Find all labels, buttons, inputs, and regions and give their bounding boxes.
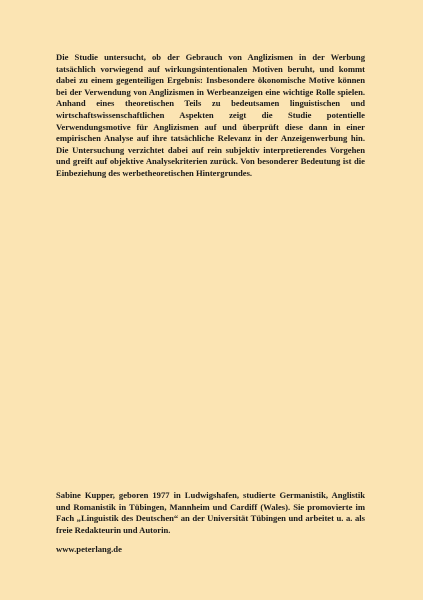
publisher-website[interactable]: www.peterlang.de xyxy=(56,544,122,554)
author-bio: Sabine Kupper, geboren 1977 in Ludwigshafen, studierte Germanistik, Anglistik und Romanistik in Tübingen, Mannheim und Cardiff (Wales). Sie promovierte im Fach „Linguistik des Deutschen“ an der Universität Tübingen und arbeitet u. a. als freie Redakteurin und Autorin. xyxy=(56,490,365,535)
book-blurb: Die Studie untersucht, ob der Gebrauch von Anglizismen in der Werbung tatsächlich vorwiegend auf wirkungsintentionalen Motiven beruht, und kommt dabei zu einem gegenteiligen Ergebnis: Insbesondere ökonomische Motive können bei der Verwendung von Anglizismen in Werbeanzeigen eine wichtige Rolle spielen. Anhand eines theoretischen Teils zu bedeutsamen linguistischen und wirtschaftswissenschaftlichen Aspekten zeigt die Studie potentielle Verwendungsmotive für Anglizismen auf und überprüft diese dann in einer empirischen Analyse auf ihre tatsächliche Relevanz in der Anzeigenwerbung hin. Die Untersuchung verzichtet dabei auf rein subjektiv interpretierendes Vorgehen und greift auf objektive Analysekriterien zurück. Von besonderer Bedeutung ist die Einbeziehung des werbetheoretischen Hintergrundes. xyxy=(56,52,365,178)
